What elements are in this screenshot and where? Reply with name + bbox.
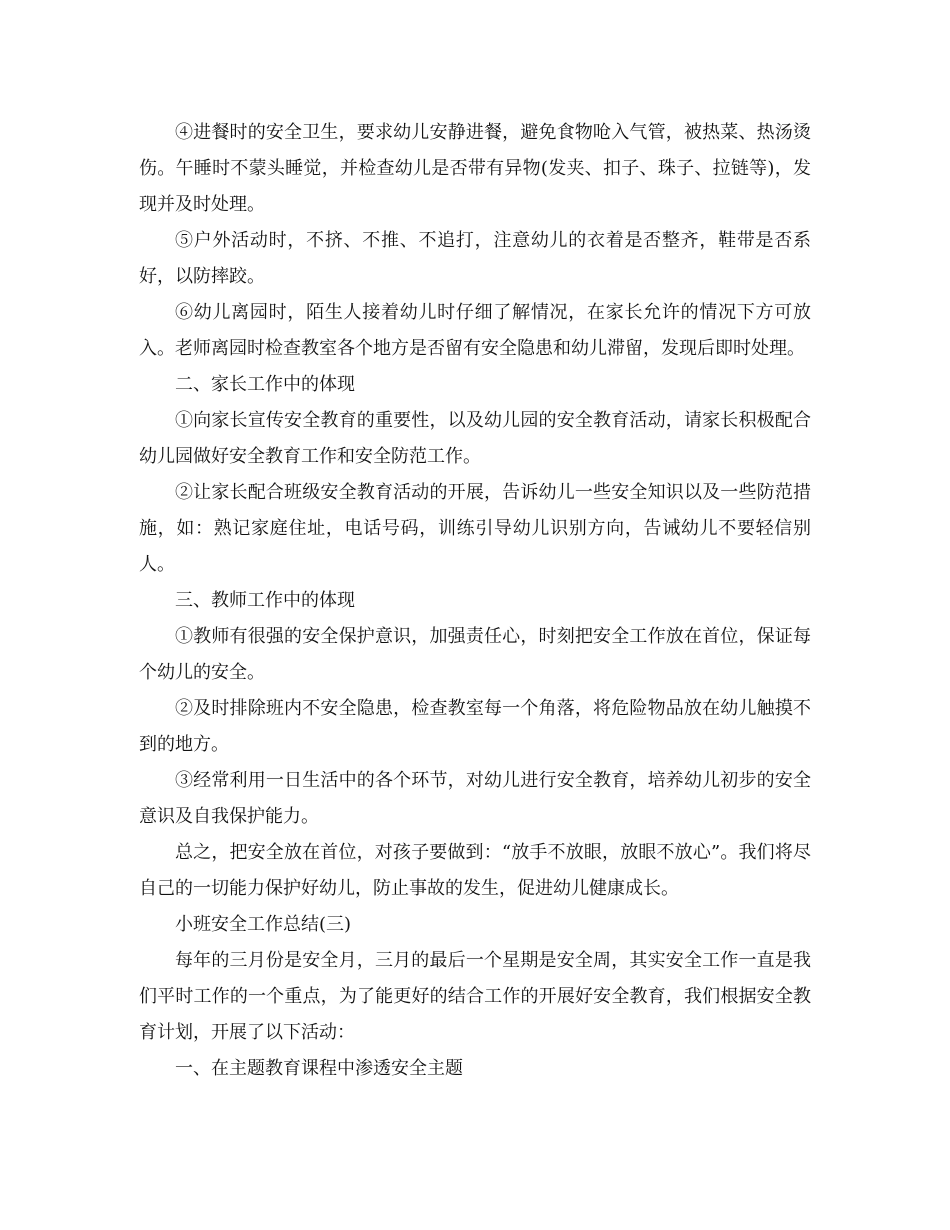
section-heading-teachers: 三、教师工作中的体现 <box>175 590 355 611</box>
paragraph-teacher-awareness: ①教师有很强的安全保护意识，加强责任心，时刻把安全工作放在首位，保证每个幼儿的安全。 <box>139 626 811 683</box>
section-heading-summary-three: 小班安全工作总结(三) <box>175 914 352 935</box>
document-body <box>139 115 811 1087</box>
paragraph-teacher-hazards: ②及时排除班内不安全隐患，检查教室每一个角落，将危险物品放在幼儿触摸不到的地方。 <box>139 698 811 755</box>
paragraph-outdoor-activity: ⑤户外活动时，不挤、不推、不追打，注意幼儿的衣着是否整齐，鞋带是否系好，以防摔跤。 <box>139 230 811 287</box>
paragraph-parents-publicity: ①向家长宣传安全教育的重要性，以及幼儿园的安全教育活动，请家长积极配合幼儿园做好安全教育工作和安全防范工作。 <box>139 410 811 467</box>
paragraph-teacher-daily-education: ③经常利用一日生活中的各个环节，对幼儿进行安全教育，培养幼儿初步的安全意识及自我保护能力。 <box>139 770 811 827</box>
paragraph-meal-nap-safety: ④进餐时的安全卫生，要求幼儿安静进餐，避免食物呛入气管，被热菜、热汤烫伤。午睡时不蒙头睡觉，并检查幼儿是否带有异物(发夹、扣子、珠子、拉链等)，发现并及时处理。 <box>139 122 811 215</box>
paragraph-safety-month: 每年的三月份是安全月，三月的最后一个星期是安全周，其实安全工作一直是我们平时工作的一个重点，为了能更好的结合工作的开展好安全教育，我们根据安全教育计划，开展了以下活动： <box>139 950 811 1043</box>
section-heading-theme-course: 一、在主题教育课程中渗透安全主题 <box>175 1058 463 1079</box>
paragraph-parents-cooperation: ②让家长配合班级安全教育活动的开展，告诉幼儿一些安全知识以及一些防范措施，如：熟记家庭住址，电话号码，训练引导幼儿识别方向，告诫幼儿不要轻信别人。 <box>139 482 811 575</box>
section-heading-parents: 二、家长工作中的体现 <box>175 374 355 395</box>
paragraph-leaving-kindergarten: ⑥幼儿离园时，陌生人接着幼儿时仔细了解情况，在家长允许的情况下方可放入。老师离园时检查教室各个地方是否留有安全隐患和幼儿滞留，发现后即时处理。 <box>139 302 811 359</box>
paragraph-conclusion: 总之，把安全放在首位，对孩子要做到：“放手不放眼，放眼不放心”。我们将尽自己的一切能力保护好幼儿，防止事故的发生，促进幼儿健康成长。 <box>139 842 811 899</box>
